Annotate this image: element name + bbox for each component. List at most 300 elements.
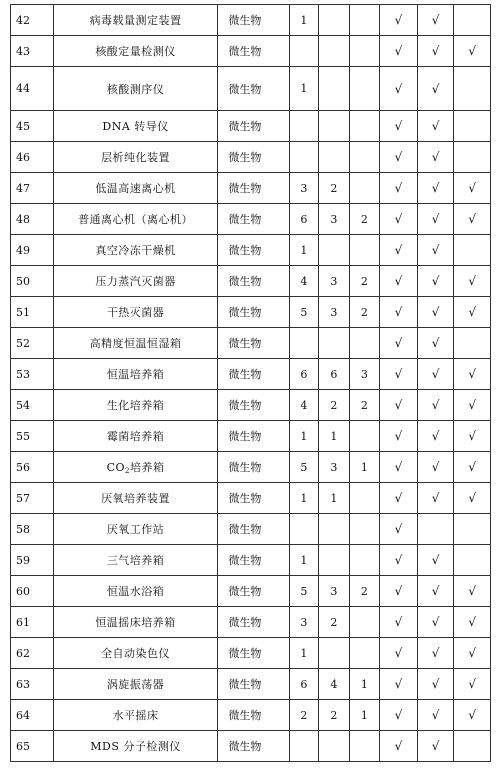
- quantity-3-cell-text: 2: [360, 584, 368, 598]
- table-row: [11, 328, 491, 359]
- quantity-2-cell: [319, 142, 350, 173]
- row-number-text: 52: [16, 336, 30, 350]
- equipment-name-text: 霉菌培养箱: [106, 430, 165, 443]
- equipment-name: [53, 111, 218, 142]
- table-row: [11, 669, 491, 700]
- equipment-name: [53, 731, 218, 762]
- check-mark: √: [394, 243, 403, 257]
- quantity-1-cell-text: 5: [300, 584, 308, 598]
- quantity-1-cell-text: 1: [300, 82, 308, 95]
- table-row: [11, 545, 491, 576]
- quantity-3-cell-text: 1: [360, 708, 368, 722]
- check-mark: √: [394, 491, 403, 505]
- row-number-text: 45: [16, 119, 30, 133]
- quantity-1-cell: [289, 607, 318, 638]
- quantity-3-cell-text: 2: [360, 398, 368, 412]
- check-cell-2: [417, 483, 454, 514]
- check-cell-3: [454, 421, 491, 452]
- equipment-name-text: 核酸定量检测仪: [95, 45, 176, 58]
- check-mark: √: [394, 367, 403, 381]
- category-cell-text: 微生物: [228, 368, 262, 381]
- check-cell-2: [417, 5, 454, 36]
- row-number-text: 50: [16, 274, 30, 288]
- quantity-2-cell: [319, 390, 350, 421]
- check-mark: √: [431, 398, 440, 412]
- check-cell-3: [454, 638, 491, 669]
- quantity-1-cell: [289, 545, 318, 576]
- check-cell-3: [454, 173, 491, 204]
- check-mark: √: [431, 367, 440, 381]
- quantity-3-cell: [349, 731, 380, 762]
- check-cell-1: [380, 36, 418, 67]
- category-cell-text: 微生物: [228, 337, 262, 350]
- check-cell-1: [380, 638, 418, 669]
- quantity-2-cell-text: 6: [330, 367, 338, 381]
- check-cell-2: [417, 421, 454, 452]
- check-mark: √: [431, 429, 440, 443]
- check-mark: √: [431, 336, 440, 350]
- category-cell-text: 微生物: [228, 616, 262, 629]
- check-mark: √: [468, 274, 476, 288]
- check-cell-1: [380, 669, 418, 700]
- quantity-3-cell: [349, 36, 380, 67]
- category-cell: [218, 545, 289, 576]
- quantity-1-cell: [289, 235, 318, 266]
- row-number-text: 53: [16, 367, 30, 381]
- check-mark: √: [431, 212, 440, 226]
- category-cell-text: 微生物: [228, 45, 262, 58]
- equipment-name: [53, 67, 218, 111]
- quantity-2-cell: [319, 173, 350, 204]
- category-cell-text: 微生物: [228, 306, 262, 319]
- quantity-1-cell: [289, 297, 318, 328]
- row-number-text: 61: [16, 615, 30, 629]
- category-cell-text: 微生物: [228, 151, 262, 164]
- quantity-2-cell-text: 1: [330, 491, 338, 505]
- category-cell-text: 微生物: [228, 182, 262, 195]
- quantity-3-cell: [349, 235, 380, 266]
- quantity-1-cell-text: 5: [300, 305, 308, 319]
- check-cell-1: [380, 67, 418, 111]
- category-cell-text: 微生物: [228, 430, 262, 443]
- equipment-name: [53, 421, 218, 452]
- category-cell-text: 微生物: [228, 492, 262, 505]
- check-cell-3: [454, 235, 491, 266]
- check-mark: √: [468, 367, 476, 381]
- check-cell-2: [417, 173, 454, 204]
- quantity-2-cell-text: 1: [330, 429, 338, 443]
- row-number: [11, 36, 54, 67]
- quantity-1-cell-text: 1: [300, 646, 308, 660]
- check-cell-2: [417, 607, 454, 638]
- row-number-text: 56: [16, 460, 30, 474]
- quantity-2-cell-text: 2: [330, 615, 338, 629]
- check-mark: √: [468, 615, 476, 629]
- equipment-name-text: CO: [106, 461, 126, 474]
- quantity-2-cell: [319, 638, 350, 669]
- equipment-name-suffix: 培养箱: [130, 461, 165, 474]
- quantity-3-cell-text: 3: [360, 367, 368, 381]
- row-number-text: 60: [16, 584, 30, 598]
- equipment-name: [53, 638, 218, 669]
- table-row: [11, 266, 491, 297]
- category-cell: [218, 390, 289, 421]
- row-number-text: 55: [16, 429, 30, 443]
- equipment-name-text: 干热灭菌器: [106, 306, 165, 319]
- quantity-3-cell: [349, 669, 380, 700]
- check-cell-2: [417, 235, 454, 266]
- category-cell-text: 微生物: [228, 399, 262, 412]
- check-cell-2: [417, 390, 454, 421]
- row-number-text: 49: [16, 243, 30, 257]
- quantity-1-cell: [289, 204, 318, 235]
- quantity-3-cell: [349, 452, 380, 483]
- quantity-3-cell: [349, 5, 380, 36]
- check-cell-2: [417, 297, 454, 328]
- row-number: [11, 235, 54, 266]
- check-mark: √: [431, 739, 440, 753]
- table-row: [11, 173, 491, 204]
- check-cell-2: [417, 731, 454, 762]
- quantity-2-cell: [319, 36, 350, 67]
- category-cell-text: 微生物: [228, 461, 262, 474]
- equipment-name-text: 压力蒸汽灭菌器: [95, 275, 176, 288]
- quantity-2-cell: [319, 235, 350, 266]
- equipment-name: [53, 36, 218, 67]
- check-mark: √: [394, 181, 403, 195]
- row-number: [11, 359, 54, 390]
- quantity-3-cell: [349, 204, 380, 235]
- check-cell-1: [380, 235, 418, 266]
- check-cell-3: [454, 576, 491, 607]
- check-mark: √: [431, 243, 440, 257]
- check-mark: √: [394, 615, 403, 629]
- quantity-1-cell: [289, 390, 318, 421]
- check-mark: √: [394, 13, 403, 27]
- table-row: [11, 204, 491, 235]
- row-number: [11, 5, 54, 36]
- row-number: [11, 514, 54, 545]
- check-cell-3: [454, 669, 491, 700]
- table-row: [11, 359, 491, 390]
- category-cell: [218, 142, 289, 173]
- check-cell-1: [380, 483, 418, 514]
- equipment-name: [53, 173, 218, 204]
- quantity-1-cell: [289, 173, 318, 204]
- check-mark: √: [431, 274, 440, 288]
- row-number: [11, 483, 54, 514]
- category-cell-text: 微生物: [228, 554, 262, 567]
- category-cell: [218, 111, 289, 142]
- row-number-text: 47: [16, 181, 30, 195]
- check-mark: √: [394, 646, 403, 660]
- check-cell-2: [417, 111, 454, 142]
- check-mark: √: [394, 398, 403, 412]
- row-number: [11, 700, 54, 731]
- quantity-3-cell: [349, 266, 380, 297]
- category-cell-text: 微生物: [228, 709, 262, 722]
- row-number: [11, 421, 54, 452]
- check-cell-2: [417, 545, 454, 576]
- category-cell-text: 微生物: [228, 213, 262, 226]
- equipment-name-text: 恒温摇床培养箱: [95, 616, 176, 629]
- quantity-1-cell-text: 6: [300, 212, 308, 226]
- quantity-1-cell-text: 6: [300, 677, 308, 691]
- check-cell-1: [380, 514, 418, 545]
- category-cell: [218, 700, 289, 731]
- check-cell-2: [417, 638, 454, 669]
- check-mark: √: [468, 708, 476, 722]
- quantity-2-cell-text: 3: [330, 212, 338, 226]
- quantity-1-cell: [289, 669, 318, 700]
- row-number: [11, 111, 54, 142]
- quantity-2-cell: [319, 514, 350, 545]
- row-number: [11, 390, 54, 421]
- quantity-2-cell: [319, 669, 350, 700]
- check-mark: √: [468, 491, 476, 505]
- quantity-1-cell: [289, 142, 318, 173]
- check-mark: √: [468, 44, 476, 58]
- category-cell: [218, 514, 289, 545]
- equipment-name-text: MDS 分子检测仪: [90, 740, 181, 753]
- category-cell: [218, 421, 289, 452]
- category-cell: [218, 204, 289, 235]
- equipment-name: [53, 452, 218, 483]
- equipment-name: [53, 142, 218, 173]
- quantity-1-cell-text: 1: [300, 243, 308, 257]
- quantity-1-cell-text: 1: [300, 553, 308, 567]
- row-number: [11, 545, 54, 576]
- check-cell-1: [380, 576, 418, 607]
- quantity-3-cell: [349, 111, 380, 142]
- check-mark: √: [394, 274, 403, 288]
- check-mark: √: [431, 150, 440, 164]
- equipment-name: [53, 483, 218, 514]
- quantity-2-cell-text: 2: [330, 398, 338, 412]
- category-cell: [218, 669, 289, 700]
- quantity-1-cell-text: 1: [300, 13, 308, 27]
- row-number: [11, 67, 54, 111]
- table-row: [11, 390, 491, 421]
- check-cell-2: [417, 452, 454, 483]
- table-row: [11, 452, 491, 483]
- equipment-table-body: [11, 5, 491, 762]
- equipment-name-subscript: 2: [125, 467, 131, 475]
- quantity-1-cell: [289, 700, 318, 731]
- quantity-1-cell: [289, 359, 318, 390]
- quantity-2-cell: [319, 266, 350, 297]
- quantity-1-cell: [289, 111, 318, 142]
- row-number-text: 59: [16, 553, 30, 567]
- equipment-name-text: 厌氧培养装置: [101, 492, 171, 505]
- check-cell-1: [380, 266, 418, 297]
- quantity-1-cell: [289, 731, 318, 762]
- check-cell-3: [454, 731, 491, 762]
- row-number-text: 43: [16, 44, 30, 58]
- check-mark: √: [394, 429, 403, 443]
- quantity-1-cell: [289, 266, 318, 297]
- equipment-name-text: 水平摇床: [112, 709, 159, 722]
- quantity-3-cell: [349, 700, 380, 731]
- category-cell: [218, 483, 289, 514]
- category-cell-text: 微生物: [228, 82, 262, 96]
- quantity-1-cell: [289, 36, 318, 67]
- check-mark: √: [394, 708, 403, 722]
- equipment-name-text: 恒温水浴箱: [106, 585, 165, 598]
- equipment-name-text: 核酸测序仪: [106, 82, 165, 96]
- quantity-3-cell-text: 2: [360, 305, 368, 319]
- check-cell-2: [417, 67, 454, 111]
- quantity-1-cell: [289, 483, 318, 514]
- table-row: [11, 5, 491, 36]
- quantity-1-cell: [289, 421, 318, 452]
- equipment-name-text: 恒温培养箱: [106, 368, 165, 381]
- check-cell-1: [380, 731, 418, 762]
- row-number-text: 42: [16, 13, 30, 27]
- quantity-1-cell: [289, 67, 318, 111]
- row-number-text: 57: [16, 491, 30, 505]
- quantity-2-cell: [319, 607, 350, 638]
- quantity-3-cell: [349, 607, 380, 638]
- row-number-text: 65: [16, 739, 30, 753]
- check-cell-3: [454, 67, 491, 111]
- quantity-1-cell-text: 4: [300, 274, 308, 288]
- equipment-name-text: 全自动染色仪: [101, 647, 171, 660]
- quantity-3-cell-text: 2: [360, 212, 368, 226]
- check-cell-3: [454, 390, 491, 421]
- quantity-1-cell: [289, 5, 318, 36]
- row-number: [11, 731, 54, 762]
- quantity-2-cell: [319, 204, 350, 235]
- table-row: [11, 576, 491, 607]
- category-cell-text: 微生物: [228, 585, 262, 598]
- equipment-table: [10, 4, 491, 762]
- check-cell-1: [380, 700, 418, 731]
- check-cell-1: [380, 142, 418, 173]
- table-row: [11, 483, 491, 514]
- category-cell-text: 微生物: [228, 120, 262, 133]
- check-cell-1: [380, 297, 418, 328]
- quantity-2-cell: [319, 483, 350, 514]
- table-row: [11, 111, 491, 142]
- equipment-name-text: 真空冷冻干燥机: [95, 244, 176, 257]
- quantity-1-cell-text: 1: [300, 491, 308, 505]
- equipment-name: [53, 545, 218, 576]
- row-number: [11, 328, 54, 359]
- check-cell-3: [454, 700, 491, 731]
- table-row: [11, 607, 491, 638]
- check-cell-2: [417, 359, 454, 390]
- check-cell-2: [417, 36, 454, 67]
- check-mark: √: [431, 44, 440, 58]
- check-cell-3: [454, 142, 491, 173]
- equipment-name: [53, 204, 218, 235]
- quantity-2-cell: [319, 359, 350, 390]
- check-cell-1: [380, 328, 418, 359]
- check-mark: √: [468, 212, 476, 226]
- check-mark: √: [468, 181, 476, 195]
- quantity-3-cell: [349, 359, 380, 390]
- quantity-2-cell: [319, 545, 350, 576]
- row-number-text: 48: [16, 212, 30, 226]
- quantity-2-cell-text: 3: [330, 460, 338, 474]
- quantity-3-cell: [349, 545, 380, 576]
- check-cell-3: [454, 545, 491, 576]
- check-cell-2: [417, 514, 454, 545]
- check-cell-3: [454, 514, 491, 545]
- check-cell-3: [454, 204, 491, 235]
- row-number-text: 58: [16, 522, 30, 536]
- equipment-name: [53, 328, 218, 359]
- quantity-2-cell: [319, 421, 350, 452]
- category-cell: [218, 266, 289, 297]
- quantity-1-cell-text: 3: [300, 615, 308, 629]
- equipment-name: [53, 390, 218, 421]
- check-cell-2: [417, 576, 454, 607]
- category-cell-text: 微生物: [228, 678, 262, 691]
- quantity-2-cell: [319, 700, 350, 731]
- equipment-name-text: 涡旋振荡器: [106, 678, 165, 691]
- check-mark: √: [394, 81, 403, 96]
- quantity-3-cell-text: 1: [360, 460, 368, 474]
- quantity-2-cell-text: 2: [330, 181, 338, 195]
- check-cell-2: [417, 204, 454, 235]
- category-cell-text: 微生物: [228, 244, 262, 257]
- table-row: [11, 235, 491, 266]
- equipment-name-text: 层析纯化装置: [101, 151, 171, 164]
- quantity-2-cell: [319, 111, 350, 142]
- check-mark: √: [431, 460, 440, 474]
- check-mark: √: [394, 460, 403, 474]
- quantity-1-cell-text: 1: [300, 429, 308, 443]
- equipment-name: [53, 359, 218, 390]
- check-mark: √: [431, 119, 440, 133]
- quantity-2-cell-text: 3: [330, 274, 338, 288]
- check-cell-1: [380, 452, 418, 483]
- check-cell-2: [417, 669, 454, 700]
- check-cell-2: [417, 700, 454, 731]
- category-cell: [218, 67, 289, 111]
- check-mark: √: [468, 305, 476, 319]
- check-mark: √: [431, 181, 440, 195]
- quantity-3-cell: [349, 142, 380, 173]
- check-mark: √: [431, 646, 440, 660]
- check-cell-3: [454, 111, 491, 142]
- check-mark: √: [468, 398, 476, 412]
- row-number-text: 63: [16, 677, 30, 691]
- quantity-2-cell: [319, 328, 350, 359]
- check-cell-3: [454, 607, 491, 638]
- equipment-name-text: 病毒载量测定装置: [89, 14, 182, 27]
- table-row: [11, 638, 491, 669]
- check-mark: √: [431, 491, 440, 505]
- row-number: [11, 638, 54, 669]
- quantity-3-cell: [349, 328, 380, 359]
- equipment-name-text: 三气培养箱: [106, 554, 165, 567]
- check-mark: √: [431, 677, 440, 691]
- row-number: [11, 452, 54, 483]
- check-cell-1: [380, 173, 418, 204]
- quantity-1-cell-text: 2: [300, 708, 308, 722]
- equipment-name-text: 高精度恒温恒湿箱: [89, 337, 182, 350]
- category-cell-text: 微生物: [228, 14, 262, 27]
- quantity-3-cell: [349, 67, 380, 111]
- row-number: [11, 607, 54, 638]
- check-cell-1: [380, 545, 418, 576]
- check-cell-1: [380, 390, 418, 421]
- quantity-1-cell: [289, 638, 318, 669]
- check-cell-2: [417, 328, 454, 359]
